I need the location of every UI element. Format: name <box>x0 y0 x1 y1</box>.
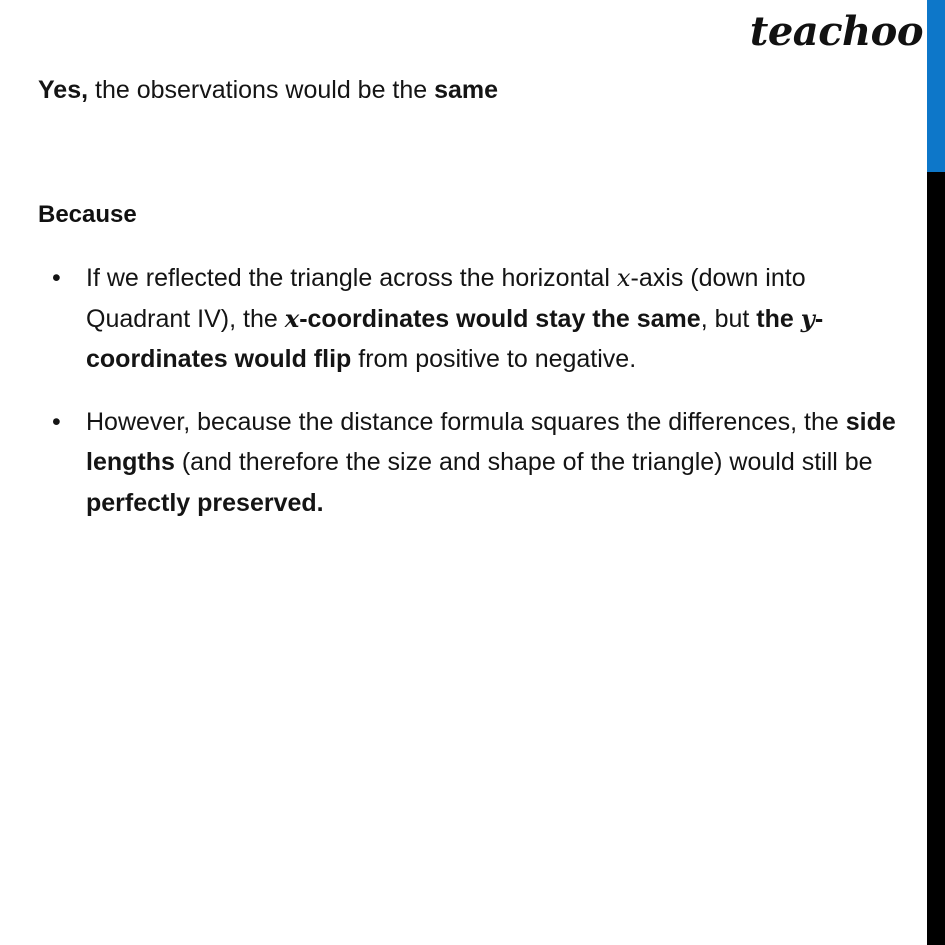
answer-statement-middle: the observations would be the <box>88 76 435 104</box>
answer-statement-bold-suffix: same <box>434 76 499 104</box>
right-edge-accent-bar-black <box>927 172 945 945</box>
section-heading-because: Because <box>38 200 137 228</box>
slide-content <box>38 0 905 545</box>
bullet-text-distance-formula: However, because the distance formula squares the differences, the side lengths (and therefore the size and shape of the triangle) would still be perfectly preserved. <box>86 407 896 517</box>
teachoo-logo: teachoo <box>749 8 923 55</box>
right-edge-accent-bar-blue <box>927 0 945 172</box>
answer-statement-bold-prefix: Yes, <box>38 76 89 104</box>
reason-bullet-list <box>38 258 905 523</box>
answer-statement <box>38 76 905 105</box>
bullet-marker-icon: • <box>52 264 61 293</box>
list-item <box>38 258 905 380</box>
bullet-marker-icon: • <box>52 407 61 436</box>
bullet-text-reflection: If we reflected the triangle across the horizontal x-axis (down into Quadrant IV), the x-coordinates would stay the same, but the y-coordinates would flip from positive to negative. <box>86 263 824 374</box>
list-item <box>38 402 905 524</box>
